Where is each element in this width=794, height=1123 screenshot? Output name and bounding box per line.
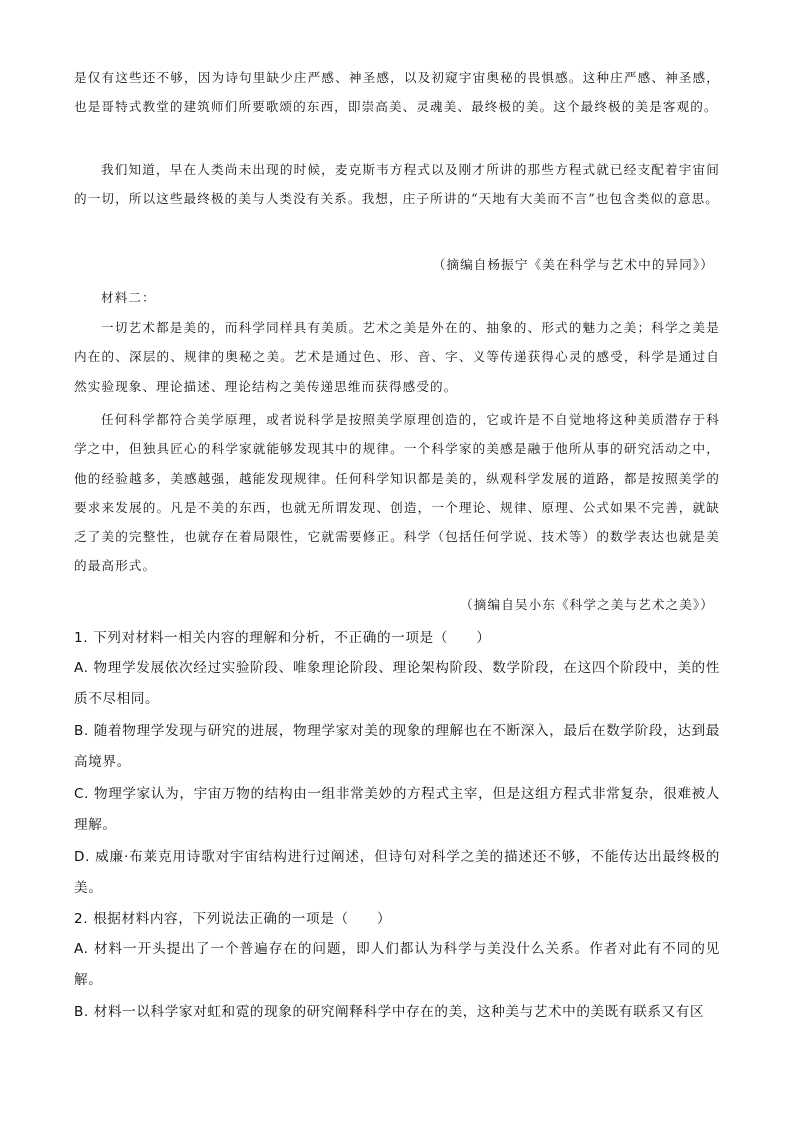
question-1-stem: 1. 下列对材料一相关内容的理解和分析，不正确的一项是（ ） xyxy=(74,630,491,646)
material-two-paragraph: 一切艺术都是美的，而科学同样具有美质。艺术之美是外在的、抽象的、形式的魅力之美；科学之美是内在的、深层的、规律的奥秘之美。艺术是通过色、形、音、字、义等传递获得心灵的感受，科学是通过自然实验现象、理论描述、理论结构之美传递思维而获得感受的。 xyxy=(74,320,720,394)
question-1-option-d: D. 威廉·布莱克用诗歌对宇宙结构进行过阐述，但诗句对科学之美的描述还不够，不能传达出最终极的美。 xyxy=(74,849,720,897)
question-2-option-a: A. 材料一开头提出了一个普遍存在的问题，即人们都认为科学与美没什么关系。作者对此有不同的见解。 xyxy=(74,941,720,989)
question-1-option-c: C. 物理学家认为，宇宙万物的结构由一组非常美妙的方程式主宰，但是这组方程式非常复杂，很难被人理解。 xyxy=(74,786,720,834)
material-one-paragraph: 我们知道，早在人类尚未出现的时候，麦克斯韦方程式以及刚才所讲的那些方程式就已经支配着宇宙间的一切，所以这些最终极的美与人类没有关系。我想，庄子所讲的“天地有大美而不言”也包含类似的意思。 xyxy=(74,162,720,207)
material-one-source: （摘编自杨振宁《美在科学与艺术中的异同》） xyxy=(432,257,714,272)
question-2-stem: 2. 根据材料内容，下列说法正确的一项是（ ） xyxy=(74,911,392,927)
material-one-paragraph: 是仅有这些还不够，因为诗句里缺少庄严感、神圣感，以及初窥宇宙奥秘的畏惧感。这种庄严感、神圣感，也是哥特式教堂的建筑师们所要歌颂的东西，即崇高美、灵魂美、最终极的美。这个最终极的美是客观的。 xyxy=(74,70,720,115)
material-two-heading: 材料二： xyxy=(101,290,156,305)
question-2-option-b: B. 材料一以科学家对虹和霓的现象的研究阐释科学中存在的美，这种美与艺术中的美既有联系又有区 xyxy=(74,1004,705,1020)
question-1-option-b: B. 随着物理学发现与研究的进展，物理学家对美的现象的理解也在不断深入，最后在数学阶段，达到最高境界。 xyxy=(74,723,720,771)
material-two-source: （摘编自吴小东《科学之美与艺术之美》） xyxy=(460,597,714,612)
question-1-option-a: A. 物理学发展依次经过实验阶段、唯象理论阶段、理论架构阶段、数学阶段，在这四个阶段中，美的性质不尽相同。 xyxy=(74,660,720,708)
material-two-paragraph: 任何科学都符合美学原理，或者说科学是按照美学原理创造的，它或许是不自觉地将这种美质潜存于科学之中，但独具匠心的科学家就能够发现其中的规律。一个科学家的美感是融于他所从事的研究活动之中，他的经验越多，美感越强，越能发现规律。任何科学知识都是美的，纵观科学发展的道路，都是按照美学的要求来发展的。凡是不美的东西，也就无所谓发现、创造，一个理论、规律、原理、公式如果不完善，就缺乏了美的完整性，也就存在着局限性，它就需要修正。科学（包括任何学说、技术等）的数学表达也就是美的最高形式。 xyxy=(74,412,720,574)
